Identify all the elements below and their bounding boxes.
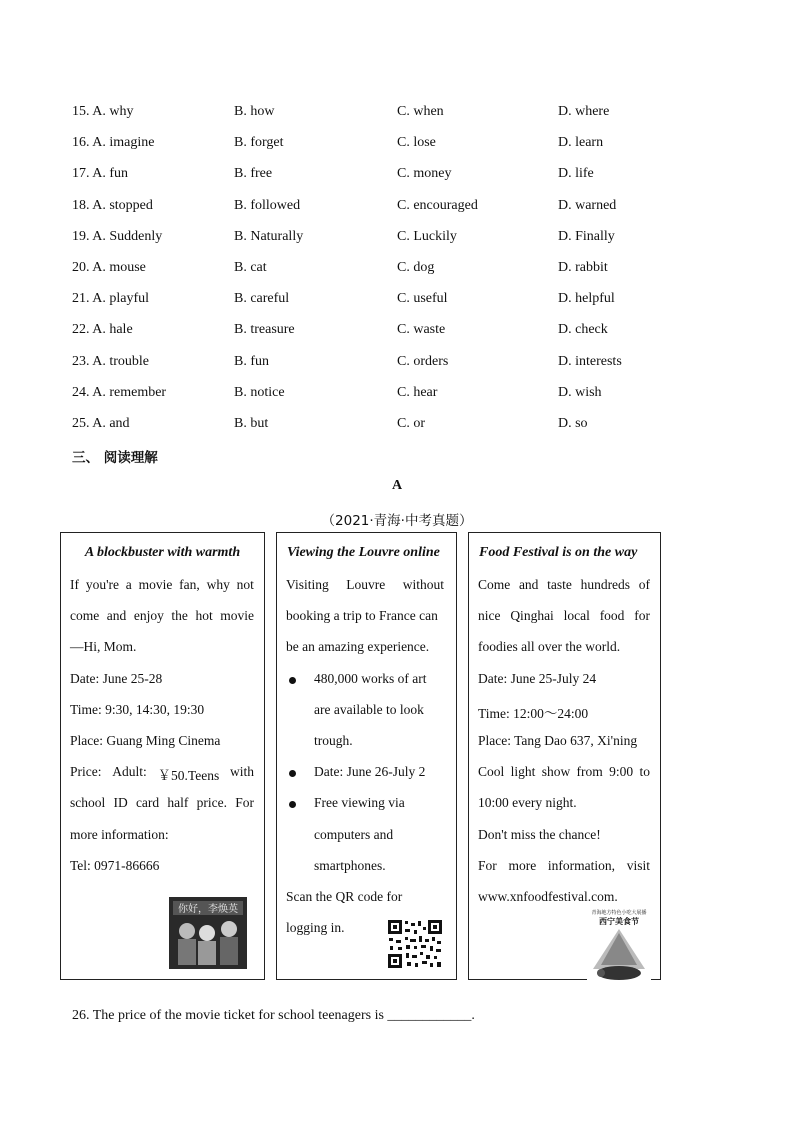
- box-text-line: Date: June 25-28: [70, 670, 163, 686]
- box-text-line: [478, 608, 650, 624]
- option-b: B. Naturally: [234, 228, 304, 244]
- option-row: [72, 166, 752, 186]
- box-text-line: 480,000 works of art: [314, 670, 427, 686]
- qr-code-icon[interactable]: [387, 919, 443, 969]
- word: half: [167, 795, 189, 811]
- word: show: [541, 764, 571, 780]
- option-row: [72, 416, 752, 436]
- word: Come: [478, 577, 511, 592]
- word: nice: [478, 608, 501, 624]
- option-c: C. hear: [397, 384, 438, 400]
- word: movie: [220, 608, 254, 624]
- option-a: 18. A. stopped: [72, 197, 153, 213]
- word: taste: [547, 577, 572, 592]
- box-text-line: [70, 764, 254, 784]
- option-c: C. dog: [397, 260, 435, 275]
- word: with: [229, 764, 254, 780]
- word: If: [70, 577, 79, 592]
- option-a: 15. A. why: [72, 104, 134, 119]
- box-text-line: [478, 858, 650, 874]
- word: card: [135, 795, 160, 811]
- box-title: Food Festival is on the way: [479, 545, 638, 560]
- word: hot: [195, 608, 213, 624]
- word: information,: [547, 857, 616, 873]
- word: of: [638, 577, 650, 592]
- bullet-icon: [289, 677, 296, 684]
- passage-label: A: [391, 478, 403, 493]
- option-b: B. how: [234, 104, 275, 119]
- word: ￥50.Teens: [157, 768, 220, 784]
- bullet-icon: [289, 770, 296, 777]
- word: 9:00: [609, 764, 634, 780]
- box-text-line: [478, 764, 650, 780]
- box-text-line: smartphones.: [314, 857, 386, 873]
- option-c: C. useful: [397, 291, 448, 307]
- word: to: [639, 764, 650, 780]
- option-d: D. warned: [558, 197, 617, 213]
- option-a: 16. A. imagine: [72, 135, 155, 151]
- option-b: B. notice: [234, 384, 285, 400]
- option-d: D. so: [558, 416, 588, 431]
- source-note: （2021·青海·中考真题）: [321, 513, 473, 529]
- option-row: [72, 385, 752, 405]
- box-text-line: Scan the QR code for: [286, 889, 403, 904]
- box-title: Viewing the Louvre online: [287, 545, 440, 560]
- word: why: [206, 577, 230, 592]
- option-d: D. check: [558, 322, 608, 338]
- option-a: 21. A. playful: [72, 291, 149, 307]
- option-row: [72, 322, 752, 342]
- box-title: A blockbuster with warmth: [84, 545, 241, 560]
- svg-text:青海地方特色小吃大展播: 青海地方特色小吃大展播: [591, 910, 647, 916]
- bullet-icon: [289, 801, 296, 808]
- word: from: [576, 764, 603, 780]
- option-a: 20. A. mouse: [72, 260, 146, 275]
- option-a: 17. A. fun: [72, 166, 128, 182]
- box-text-line: trough.: [314, 733, 353, 748]
- option-row: [72, 198, 752, 218]
- box-text-line: [70, 577, 254, 593]
- word: for: [634, 608, 650, 624]
- word: more: [508, 857, 537, 873]
- ad-box-food-festival: [468, 532, 661, 980]
- word: ID: [113, 795, 128, 811]
- option-b: B. free: [234, 166, 273, 182]
- option-d: D. rabbit: [558, 260, 608, 275]
- option-b: B. treasure: [234, 322, 295, 338]
- word: Visiting: [286, 577, 329, 592]
- option-d: D. Finally: [558, 228, 615, 244]
- word: local: [563, 608, 590, 624]
- box-text-line: logging in.: [286, 920, 345, 936]
- box-text-line: [286, 577, 444, 593]
- option-d: D. interests: [558, 353, 622, 369]
- word: visit: [626, 857, 650, 873]
- food-festival-poster-image: [587, 907, 651, 981]
- word: come: [70, 608, 100, 624]
- box-text-line: Time: 12:00～24:00: [478, 705, 589, 721]
- box-text-line: are available to look: [314, 701, 424, 717]
- question-26: 26. The price of the movie ticket for school teenagers is ____________.: [72, 1008, 475, 1023]
- word: enjoy: [133, 608, 164, 624]
- ad-box-movie: [60, 532, 265, 980]
- word: you're: [85, 577, 119, 592]
- option-a: 25. A. and: [72, 416, 130, 431]
- option-row: [72, 260, 752, 280]
- option-b: B. careful: [234, 291, 290, 307]
- box-text-line: Place: Tang Dao 637, Xi'ning: [478, 733, 638, 748]
- option-c: C. encouraged: [397, 197, 478, 213]
- word: Louvre: [346, 577, 386, 592]
- option-b: B. forget: [234, 135, 284, 151]
- option-c: C. waste: [397, 322, 446, 338]
- box-text-line: foodies all over the world.: [478, 639, 621, 655]
- word: food: [599, 608, 625, 624]
- word: Price:: [70, 764, 102, 780]
- svg-text:西宁美食节: 西宁美食节: [599, 917, 639, 926]
- word: fan,: [179, 577, 200, 592]
- box-text-line: [478, 577, 650, 593]
- word: price.: [196, 795, 227, 811]
- word: light: [510, 764, 536, 780]
- option-b: B. cat: [234, 260, 267, 275]
- word: For: [478, 857, 497, 873]
- box-text-line: [70, 795, 254, 811]
- option-a: 24. A. remember: [72, 384, 167, 400]
- option-d: D. life: [558, 166, 594, 182]
- word: Qinghai: [510, 608, 554, 624]
- box-text-line: 10:00 every night.: [478, 795, 577, 811]
- option-c: C. money: [397, 166, 452, 182]
- option-c: C. Luckily: [397, 228, 457, 244]
- option-b: B. fun: [234, 353, 269, 369]
- option-c: C. lose: [397, 135, 436, 151]
- box-text-line: Place: Guang Ming Cinema: [70, 733, 221, 748]
- word: Cool: [478, 764, 505, 780]
- option-d: D. where: [558, 104, 610, 119]
- box-text-line: www.xnfoodfestival.com.: [478, 889, 618, 904]
- option-b: B. followed: [234, 197, 301, 213]
- ad-box-louvre: [276, 532, 457, 980]
- section-title: 三、 阅读理解: [72, 450, 158, 466]
- option-c: C. when: [397, 104, 444, 119]
- box-text-line: booking a trip to France can: [286, 608, 438, 624]
- word: the: [171, 608, 188, 624]
- poster-title: 你好，李焕英: [178, 904, 238, 915]
- option-d: D. helpful: [558, 291, 615, 307]
- word: school: [70, 795, 106, 811]
- word: For: [235, 795, 254, 811]
- option-c: C. orders: [397, 353, 449, 369]
- option-c: C. or: [397, 416, 425, 431]
- box-text-line: Free viewing via: [314, 795, 405, 811]
- box-text-line: more information:: [70, 826, 169, 842]
- box-text-line: [70, 608, 254, 624]
- movie-poster-image: [169, 897, 247, 969]
- box-text-line: computers and: [314, 826, 394, 842]
- word: a: [125, 577, 132, 592]
- option-a: 22. A. hale: [72, 322, 133, 338]
- option-b: B. but: [234, 416, 269, 431]
- word: without: [402, 577, 444, 592]
- option-a: 19. A. Suddenly: [72, 228, 163, 244]
- option-row: [72, 354, 752, 374]
- option-row: [72, 291, 752, 311]
- box-text-line: Date: June 26-July 2: [314, 764, 426, 780]
- option-d: D. learn: [558, 135, 604, 151]
- box-text-line: Tel: 0971-86666: [70, 857, 160, 873]
- word: hundreds: [580, 577, 631, 592]
- word: not: [236, 577, 254, 592]
- option-row: [72, 104, 752, 124]
- option-d: D. wish: [558, 384, 602, 400]
- option-row: [72, 229, 752, 249]
- option-row: [72, 135, 752, 155]
- box-text-line: Time: 9:30, 14:30, 19:30: [70, 701, 205, 717]
- option-a: 23. A. trouble: [72, 353, 149, 369]
- word: and: [518, 577, 539, 592]
- word: and: [106, 608, 127, 624]
- word: Adult:: [112, 764, 147, 780]
- word: movie: [138, 577, 173, 592]
- box-text-line: —Hi, Mom.: [70, 639, 137, 655]
- box-text-line: Don't miss the chance!: [478, 826, 601, 842]
- box-text-line: Date: June 25-July 24: [478, 670, 597, 686]
- box-text-line: be an amazing experience.: [286, 639, 430, 655]
